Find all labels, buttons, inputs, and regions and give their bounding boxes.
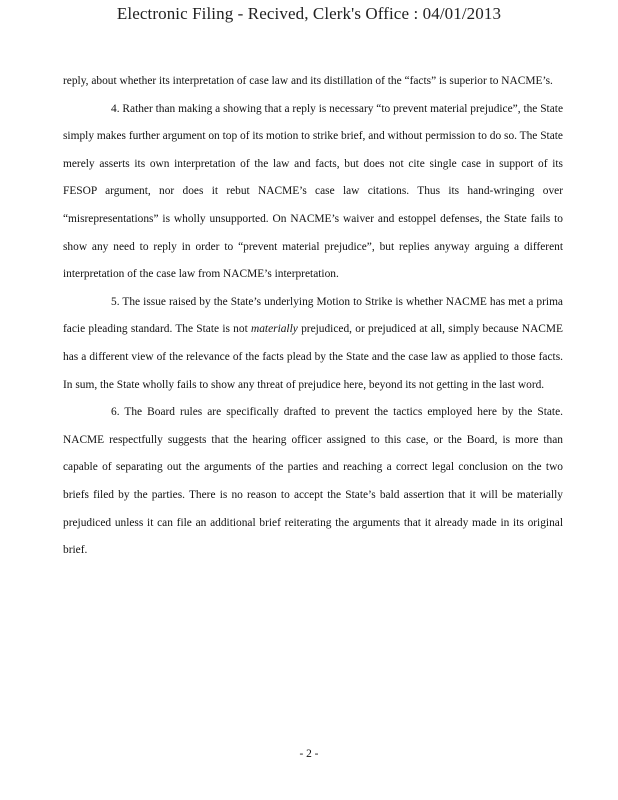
paragraph-4: 4. Rather than making a showing that a reply is necessary “to prevent material prejudice”, the State simply makes further argument on top of its motion to strike brief, and without permission to do so. The State merely asserts its own interpretation of the law and facts, but does not cite single case in support of its FESOP argument, nor does it rebut NACME’s case law citations. Thus its hand-wringing over “misrepresentations” is wholly unsupported. On NACME’s waiver and estoppel defenses, the State fails to show any need to reply in order to “prevent material prejudice”, but replies anyway arguing a different interpretation of the case law from NACME’s interpretation. <box>63 102 563 281</box>
paragraph-5-text-end: prejudiced, or prejudiced at all, simply because NACME has a different view of the relevance of the facts plead by the State and the case law as applied to those facts. In sum, the State wholly fails to show any threat of prejudice here, beyond its not getting in the last word. <box>63 323 563 391</box>
document-body <box>63 68 563 565</box>
paragraph-continuation: reply, about whether its interpretation of case law and its distillation of the “facts” is superior to NACME’s. <box>63 75 553 87</box>
paragraph-5 <box>63 289 563 399</box>
page-number: - 2 - <box>299 748 319 760</box>
electronic-filing-header: Electronic Filing - Recived, Clerk's Office : 04/01/2013 <box>116 4 502 23</box>
paragraph-5-text-start: 5. The issue raised by the State’s underlying Motion to Strike is whether NACME has met a prima facie pleading standard. The State is not <box>63 295 563 336</box>
paragraph-5-italic-term: materially <box>251 323 298 336</box>
paragraph-6: 6. The Board rules are specifically drafted to prevent the tactics employed here by the State. NACME respectfully suggests that the hearing officer assigned to this case, or the Board, is more than capable of separating out the arguments of the parties and reaching a correct legal conclusion on the two briefs filed by the parties. There is no reason to accept the State’s bald assertion that it will be materially prejudiced unless it can file an additional brief reiterating the arguments that it already made in its original brief. <box>63 406 563 557</box>
